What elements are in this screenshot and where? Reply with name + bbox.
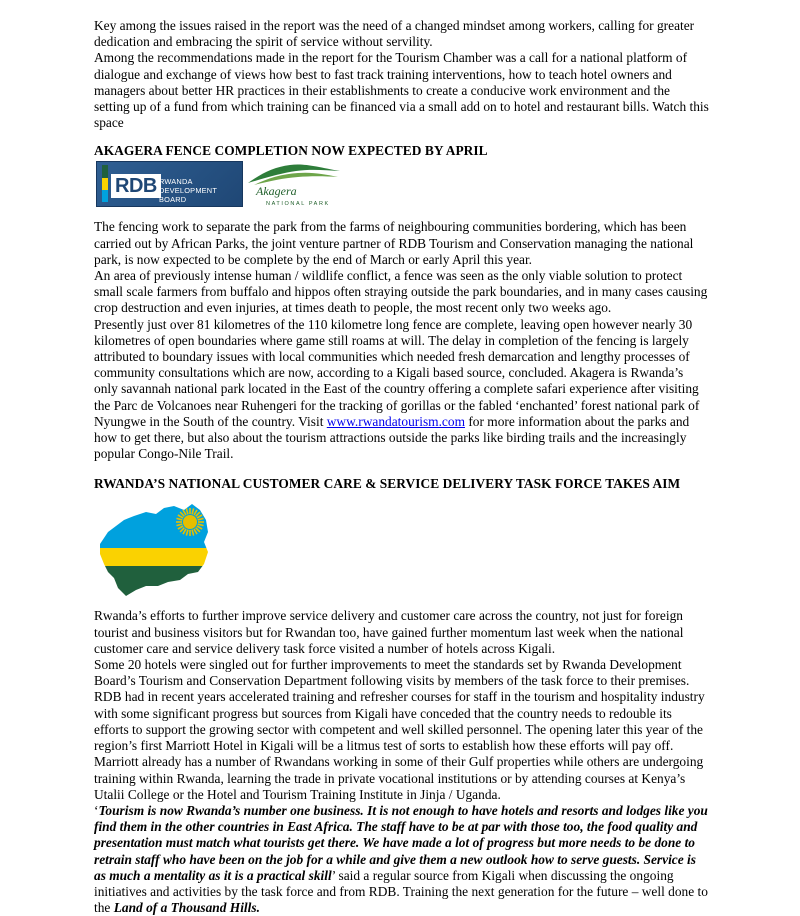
rwanda-map-image [94, 492, 709, 608]
rdb-logo-text [159, 177, 242, 204]
akagera-paragraph-2: An area of previously intense human / wildlife conflict, a fence was seen as the only viable solution to protect small scale farmers from buffalo and hippos often straying outside the park boundaries, and in many cases causing crop destruction and even injuries, at times death to people, the most recent only two weeks ago. [94, 268, 708, 316]
rwanda-flag-map-icon [94, 492, 224, 608]
akagera-paragraph-1: The fencing work to separate the park from the farms of neighbouring communities bordering, which has been carried out by African Parks, the joint venture partner of RDB Tourism and Conservation managing the national park, is now expected to be complete by the end of March or early April this year. [94, 219, 694, 267]
rdb-logo-line1: RWANDA [159, 177, 193, 187]
document-page [94, 18, 709, 916]
akagera-logo-sub: NATIONAL PARK [266, 201, 330, 208]
akagera-logo-name: Akagera [256, 184, 297, 199]
akagera-paragraph-3-end: for more information about the parks and how to get there, but also about the tourism attractions outside the parks like birding trails and the increasingly popular Congo-Nile Trail. [94, 413, 690, 462]
quote-open-mark: ‘ [94, 802, 99, 818]
quote-close-mark: ’ [331, 867, 336, 883]
taskforce-heading: RWANDA’S NATIONAL CUSTOMER CARE & SERVICE DELIVERY TASK FORCE TAKES AIM [94, 476, 681, 492]
rdb-logo-letters: RDB [111, 174, 161, 198]
rdb-flag-bars-icon [102, 165, 108, 202]
rwandatourism-link[interactable]: www.rwandatourism.com [326, 413, 465, 429]
taskforce-paragraph-3: RDB had in recent years accelerated training and refresher courses for staff in the tourism and hospitality industry with some significant progress but sources from Kigali have conceded that the country needs to redouble its efforts to support the growing sector with competent and well skilled personnel. The opening later this year of the region’s first Marriott Hotel in Kigali will be a litmus test of sorts to establish how these efforts will pay off. Marriott already has a number of Rwandans working in some of their Gulf properties while others are undergoing training within Rwanda, learning the trade in private vocational institutions or by attending courses at Kenya’s Utalii College or the Hotel and Tourism Training Institute in Jinja / Uganda. [94, 689, 705, 802]
land-of-thousand-hills: Land of a Thousand Hills. [113, 900, 260, 916]
taskforce-quote: Tourism is now Rwanda’s number one business. It is not enough to have hotels and resorts and lodges like you find them in the other countries in East Africa. The staff have to be at par with those too, the food quality and presentation must match what tourists get there. We have made a lot of progress but more needs to be done to retrain staff who have been on the job for a while and give them a new outlook how to serve guests. Service is as much a mentality as it is a practical skill [94, 802, 708, 883]
intro-paragraph-1: Key among the issues raised in the report was the need of a changed mindset among workers, calling for greater dedication and embracing the spirit of service without servility. [94, 18, 695, 50]
intro-paragraph-2: Among the recommendations made in the report for the Tourism Chamber was a call for a national platform of dialogue and exchange of views how best to fast track training interventions, how to teach hotel owners and managers about better HR practices in their establishments to create a conducive work environment and the setting up of a fund from which training can be financed via a small add on to hotel and restaurant bills. Watch this space [94, 50, 709, 131]
taskforce-paragraph-4 [94, 803, 709, 916]
taskforce-paragraph-1: Rwanda’s efforts to further improve service delivery and customer care across the country, not just for foreign tourist and business visitors but for Rwandan too, have gained further momentum last week when the national customer care and service delivery task force visited a number of hotels across Kigali. [94, 608, 684, 656]
logos-row [94, 161, 709, 211]
taskforce-paragraph-4-mid: said a regular source from Kigali when discussing the ongoing initiatives and activities by the task force and from RDB. Training the next generation for the future – well done to the [94, 867, 708, 916]
rdb-logo-line2: DEVELOPMENT BOARD [159, 186, 217, 205]
akagera-park-logo [244, 161, 354, 207]
rdb-logo [96, 161, 243, 207]
akagera-heading: AKAGERA FENCE COMPLETION NOW EXPECTED BY APRIL [94, 143, 488, 159]
akagera-paragraph-3 [94, 317, 709, 463]
akagera-paragraph-3-start: Presently just over 81 kilometres of the 110 kilometre long fence are complete, leaving open however nearly 30 kilometres of open boundaries where game still roams at will. The delay in completion of the fencing is largely attributed to boundary issues with local communities which needed fresh demarcation and lengthy processes of community consultations which are now, according to a Kigali based source, concluded. Akagera is Rwanda’s only savannah national park located in the East of the country offering a complete safari experience after visiting the Parc de Volcanoes near Ruhengeri for the tracking of gorillas or the fabled ‘enchanted’ forest national park of Nyungwe in the South of the country. Visit [94, 316, 700, 429]
taskforce-paragraph-2: Some 20 hotels were singled out for further improvements to meet the standards set by Rwanda Development Board’s Tourism and Conservation Department following visits by members of the task force to their premises. [94, 657, 690, 689]
